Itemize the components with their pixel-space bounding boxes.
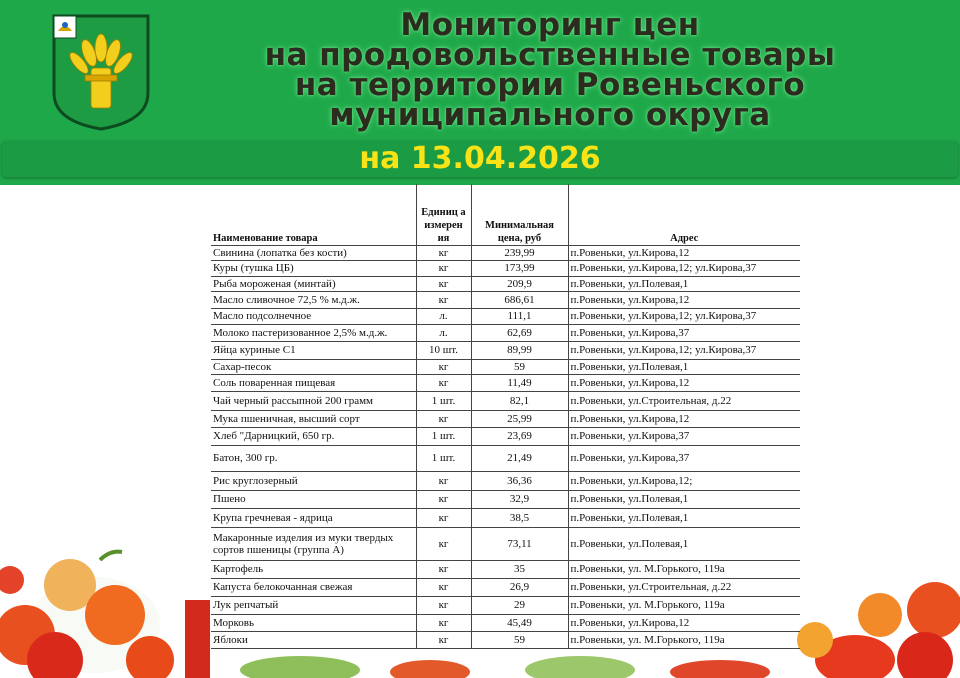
- cell-price: 21,49: [471, 445, 568, 471]
- cell-unit: кг: [416, 260, 471, 276]
- title-line: на продовольственные товары: [264, 37, 836, 73]
- table-row: [211, 596, 800, 614]
- cell-name: Сахар-песок: [211, 359, 416, 374]
- cell-price: 111,1: [471, 308, 568, 324]
- table-row: [211, 308, 800, 324]
- report-date: на 13.04.2026: [359, 141, 601, 176]
- cell-name: Хлеб "Дарницкий, 650 гр.: [211, 427, 416, 445]
- cell-price: 29: [471, 596, 568, 614]
- cell-price: 11,49: [471, 374, 568, 391]
- cell-price: 209,9: [471, 276, 568, 291]
- cell-unit: кг: [416, 614, 471, 631]
- cell-name: Лук репчатый: [211, 596, 416, 614]
- cell-unit: кг: [416, 596, 471, 614]
- cell-unit: кг: [416, 578, 471, 596]
- cell-name: Свинина (лопатка без кости): [211, 245, 416, 260]
- cell-price: 35: [471, 560, 568, 578]
- cell-unit: кг: [416, 508, 471, 527]
- cell-address: п.Ровеньки, ул.Кирова,12: [568, 410, 800, 427]
- table-row: [211, 410, 800, 427]
- cell-name: Яйца куриные С1: [211, 341, 416, 359]
- cell-unit: кг: [416, 359, 471, 374]
- cell-price: 38,5: [471, 508, 568, 527]
- table-row: [211, 374, 800, 391]
- price-table: [211, 184, 800, 649]
- cell-name: Рис круглозерный: [211, 471, 416, 490]
- cell-name: Яблоки: [211, 631, 416, 648]
- cell-price: 239,99: [471, 245, 568, 260]
- cell-unit: л.: [416, 324, 471, 341]
- cell-unit: 1 шт.: [416, 427, 471, 445]
- cell-address: п.Ровеньки, ул.Строительная, д.22: [568, 578, 800, 596]
- cell-address: п.Ровеньки, ул. М.Горького, 119а: [568, 631, 800, 648]
- cell-address: п.Ровеньки, ул.Кирова,37: [568, 445, 800, 471]
- cell-price: 686,61: [471, 291, 568, 308]
- table-row: [211, 527, 800, 560]
- cell-name: Куры (тушка ЦБ): [211, 260, 416, 276]
- cell-address: п.Ровеньки, ул.Кирова,12: [568, 291, 800, 308]
- cell-unit: 1 шт.: [416, 391, 471, 410]
- table-row: [211, 445, 800, 471]
- cell-unit: кг: [416, 410, 471, 427]
- table-row: [211, 341, 800, 359]
- header-name: Наименование товара: [211, 184, 416, 245]
- cell-unit: кг: [416, 245, 471, 260]
- cell-price: 36,36: [471, 471, 568, 490]
- cell-name: Молоко пастеризованное 2,5% м.д.ж.: [211, 324, 416, 341]
- cell-name: Крупа гречневая - ядрица: [211, 508, 416, 527]
- table-row: [211, 391, 800, 410]
- cell-name: Пшено: [211, 490, 416, 508]
- table-row: [211, 614, 800, 631]
- table-header-row: [211, 184, 800, 245]
- table-row: [211, 427, 800, 445]
- cell-address: п.Ровеньки, ул. М.Горького, 119а: [568, 560, 800, 578]
- cell-price: 23,69: [471, 427, 568, 445]
- coat-of-arms-icon: [51, 13, 151, 131]
- cell-name: Картофель: [211, 560, 416, 578]
- table-row: [211, 490, 800, 508]
- table-row: [211, 276, 800, 291]
- cell-price: 173,99: [471, 260, 568, 276]
- cell-name: Масло подсолнечное: [211, 308, 416, 324]
- cell-price: 32,9: [471, 490, 568, 508]
- cell-price: 73,11: [471, 527, 568, 560]
- table-row: [211, 260, 800, 276]
- table-row: [211, 560, 800, 578]
- table-row: [211, 578, 800, 596]
- cell-address: п.Ровеньки, ул.Кирова,37: [568, 427, 800, 445]
- page-title: [200, 7, 900, 133]
- cell-address: п.Ровеньки, ул.Кирова,37: [568, 324, 800, 341]
- table-row: [211, 631, 800, 648]
- cell-price: 89,99: [471, 341, 568, 359]
- cell-address: п.Ровеньки, ул.Кирова,12;: [568, 471, 800, 490]
- table-row: [211, 471, 800, 490]
- cell-name: Рыба мороженая (минтай): [211, 276, 416, 291]
- cell-unit: кг: [416, 291, 471, 308]
- header-address: Адрес: [568, 184, 800, 245]
- cell-price: 26,9: [471, 578, 568, 596]
- cell-name: Макаронные изделия из муки твердых сортов пшеницы (группа А): [211, 527, 416, 560]
- cell-unit: кг: [416, 560, 471, 578]
- header-unit: Единиц а измерен ия: [416, 184, 471, 245]
- vegetables-left-image: [0, 540, 210, 678]
- cell-address: п.Ровеньки, ул.Полевая,1: [568, 490, 800, 508]
- cell-address: п.Ровеньки, ул.Полевая,1: [568, 508, 800, 527]
- cell-address: п.Ровеньки, ул.Кирова,12: [568, 374, 800, 391]
- cell-name: Мука пшеничная, высший сорт: [211, 410, 416, 427]
- cell-price: 45,49: [471, 614, 568, 631]
- cell-unit: кг: [416, 490, 471, 508]
- cell-address: п.Ровеньки, ул.Полевая,1: [568, 359, 800, 374]
- cell-address: п.Ровеньки, ул.Кирова,12; ул.Кирова,37: [568, 308, 800, 324]
- cell-name: Капуста белокочанная свежая: [211, 578, 416, 596]
- cell-price: 59: [471, 359, 568, 374]
- header-price: Минимальная цена, руб: [471, 184, 568, 245]
- cell-address: п.Ровеньки, ул.Полевая,1: [568, 276, 800, 291]
- table-row: [211, 245, 800, 260]
- cell-address: п.Ровеньки, ул.Кирова,12; ул.Кирова,37: [568, 341, 800, 359]
- cell-unit: кг: [416, 471, 471, 490]
- cell-unit: 10 шт.: [416, 341, 471, 359]
- cell-name: Морковь: [211, 614, 416, 631]
- title-line: Мониторинг цен: [400, 7, 700, 43]
- vegetables-right-image: [795, 560, 960, 678]
- cell-address: п.Ровеньки, ул.Кирова,12: [568, 614, 800, 631]
- cell-unit: л.: [416, 308, 471, 324]
- table-row: [211, 359, 800, 374]
- cell-name: Масло сливочное 72,5 % м.д.ж.: [211, 291, 416, 308]
- cell-address: п.Ровеньки, ул.Кирова,12: [568, 245, 800, 260]
- cell-address: п.Ровеньки, ул. М.Горького, 119а: [568, 596, 800, 614]
- table-row: [211, 508, 800, 527]
- price-table-wrapper: [211, 184, 800, 649]
- title-line: на территории Ровеньского: [294, 67, 806, 103]
- table-row: [211, 291, 800, 308]
- cell-price: 82,1: [471, 391, 568, 410]
- cell-address: п.Ровеньки, ул.Строительная, д.22: [568, 391, 800, 410]
- cell-name: Соль поваренная пищевая: [211, 374, 416, 391]
- vegetables-bottom-image: [200, 650, 800, 678]
- cell-address: п.Ровеньки, ул.Кирова,12; ул.Кирова,37: [568, 260, 800, 276]
- cell-unit: кг: [416, 276, 471, 291]
- cell-price: 59: [471, 631, 568, 648]
- cell-name: Батон, 300 гр.: [211, 445, 416, 471]
- table-row: [211, 324, 800, 341]
- cell-unit: кг: [416, 527, 471, 560]
- title-line: муниципального округа: [329, 97, 771, 133]
- cell-name: Чай черный рассыпной 200 грамм: [211, 391, 416, 410]
- cell-unit: кг: [416, 631, 471, 648]
- cell-unit: 1 шт.: [416, 445, 471, 471]
- cell-price: 25,99: [471, 410, 568, 427]
- cell-price: 62,69: [471, 324, 568, 341]
- cell-address: п.Ровеньки, ул.Полевая,1: [568, 527, 800, 560]
- cell-unit: кг: [416, 374, 471, 391]
